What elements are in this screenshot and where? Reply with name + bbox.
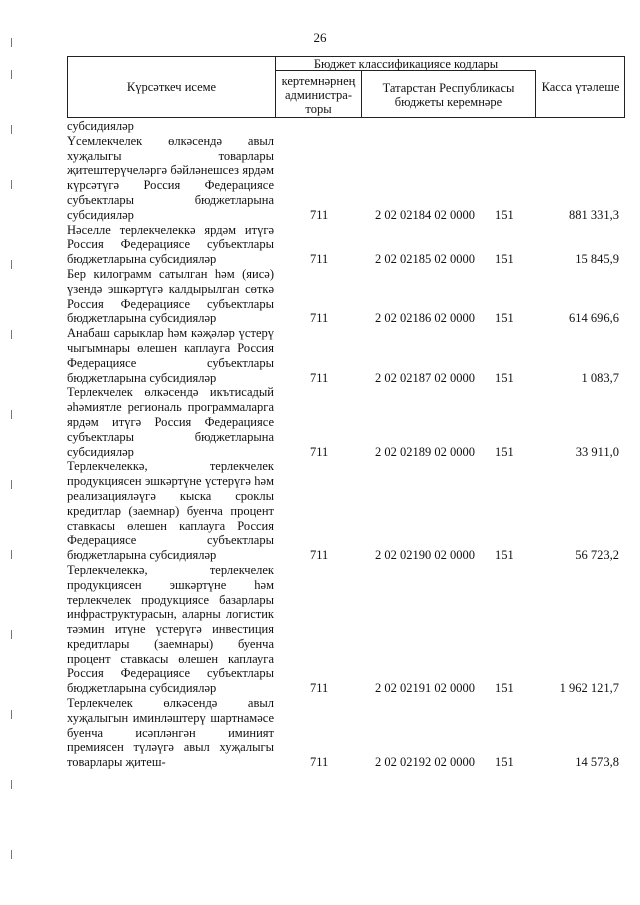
row-name: Бер килограмм сатылган һәм (яисә) үзендә эшкәртүгә калдырылган сөткә Россия Федерациясе субъектлары бюджетларына субсидияләр [67, 266, 274, 326]
table-header [67, 56, 625, 118]
row-name: Үсемлекчелек өлкәсендә авыл хуҗалыгы товарлары җитештерүчеләргә бәйләнешсез ярдәм күрсәтүгә Россия Федерациясе субъектлары бюджетларына субсидияләр [67, 133, 274, 222]
table-row [67, 267, 625, 326]
row-amount: 614 696,6 [569, 311, 619, 326]
row-amount: 15 845,9 [575, 252, 619, 267]
row-name: Терлекчелек өлкәсендә авыл хуҗалыгын иминләштерү шартнамәсе буенча исәпләнгән иминият премиясен түләүгә авыл хуҗалыгы товарлары җитеш- [67, 696, 274, 770]
row-type-code: 151 [495, 548, 514, 563]
header-budget-codes: Бюджет классификациясе кодлары [276, 57, 536, 71]
row-name: Анабаш сарыклар һәм кәҗәләр үстерү чыгымнары өлешен каплауга Россия Федерациясе субъектлары бюджетларына субсидияләр [67, 326, 274, 385]
row-budget-code: 2 02 02184 02 0000 [375, 207, 475, 222]
row-type-code: 151 [495, 311, 514, 326]
row-amount: 881 331,3 [569, 207, 619, 222]
row-admin-code: 711 [310, 207, 329, 222]
row-admin-code: 711 [310, 252, 329, 267]
row-amount: 33 911,0 [575, 444, 619, 459]
table-row [67, 223, 625, 267]
row-budget-code: 2 02 02191 02 0000 [375, 681, 475, 696]
row-amount: 1 083,7 [581, 370, 619, 385]
row-amount: 1 962 121,7 [559, 681, 619, 696]
row-budget-code: 2 02 02186 02 0000 [375, 311, 475, 326]
row-type-code: 151 [495, 207, 514, 222]
row-admin-code: 711 [310, 755, 329, 770]
row-amount: 56 723,2 [575, 548, 619, 563]
row-admin-code: 711 [310, 681, 329, 696]
row-budget-code: 2 02 02192 02 0000 [375, 755, 475, 770]
header-rt-budget: Татарстан Республикасы бюджеты керемнәре [362, 71, 536, 118]
row-type-code: 151 [495, 252, 514, 267]
binding-margin-marks [9, 30, 15, 890]
page-number: 26 [313, 30, 327, 45]
table-body [67, 119, 625, 770]
row-amount: 14 573,8 [575, 755, 619, 770]
row-budget-code: 2 02 02185 02 0000 [375, 252, 475, 267]
header-indicator: Күрсәткеч исеме [68, 57, 276, 117]
row-type-code: 151 [495, 681, 514, 696]
row-name: субсидияләр [67, 119, 134, 133]
table-row [67, 326, 625, 385]
row-type-code: 151 [495, 755, 514, 770]
row-name: Нәселле терлекчелеккә ярдәм итүгә Россия Федерациясе субъектлары бюджетларына субсидияләр [67, 222, 274, 267]
table-row [67, 696, 625, 770]
table-row [67, 563, 625, 696]
table-row [67, 119, 625, 134]
row-admin-code: 711 [310, 444, 329, 459]
row-budget-code: 2 02 02187 02 0000 [375, 370, 475, 385]
row-admin-code: 711 [310, 370, 329, 385]
row-name: Терлекчелек өлкәсендә икътисадый әһәмиятле региональ программаларга ярдәм итүгә Россия Федерациясе субъектлары бюджетларына субсидияләр [67, 385, 274, 459]
row-name: Терлекчелеккә, терлекчелек продукциясен эшкәртүне һәм терлекчелек продукциясе базарлары инфраструктурасын, аларны логистик тәэмин итүне үстерүгә инвестиция кредитлары (заемнары) буенча процент ставкасы өлешен каплауга Россия Федерациясе субъектлары бюджетларына субсидияләр [67, 562, 274, 696]
table-row [67, 385, 625, 459]
table-row [67, 459, 625, 563]
row-name: Терлекчелеккә, терлекчелек продукциясен эшкәртүне үстерүгә һәм реализацияләүгә кыска сроклы кредитлар (заемнар) буенча процент ставкасы өлешен каплауга Россия Федерациясе субъектлары бюджетларына субсидияләр [67, 459, 274, 563]
row-admin-code: 711 [310, 548, 329, 563]
row-type-code: 151 [495, 444, 514, 459]
header-kassa: Касса үтәлеше [541, 80, 620, 94]
table-row [67, 134, 625, 223]
row-budget-code: 2 02 02190 02 0000 [375, 548, 475, 563]
header-admin: кертемнәрнең администра-торы [276, 71, 362, 118]
row-budget-code: 2 02 02189 02 0000 [375, 444, 475, 459]
row-type-code: 151 [495, 370, 514, 385]
row-admin-code: 711 [310, 311, 329, 326]
